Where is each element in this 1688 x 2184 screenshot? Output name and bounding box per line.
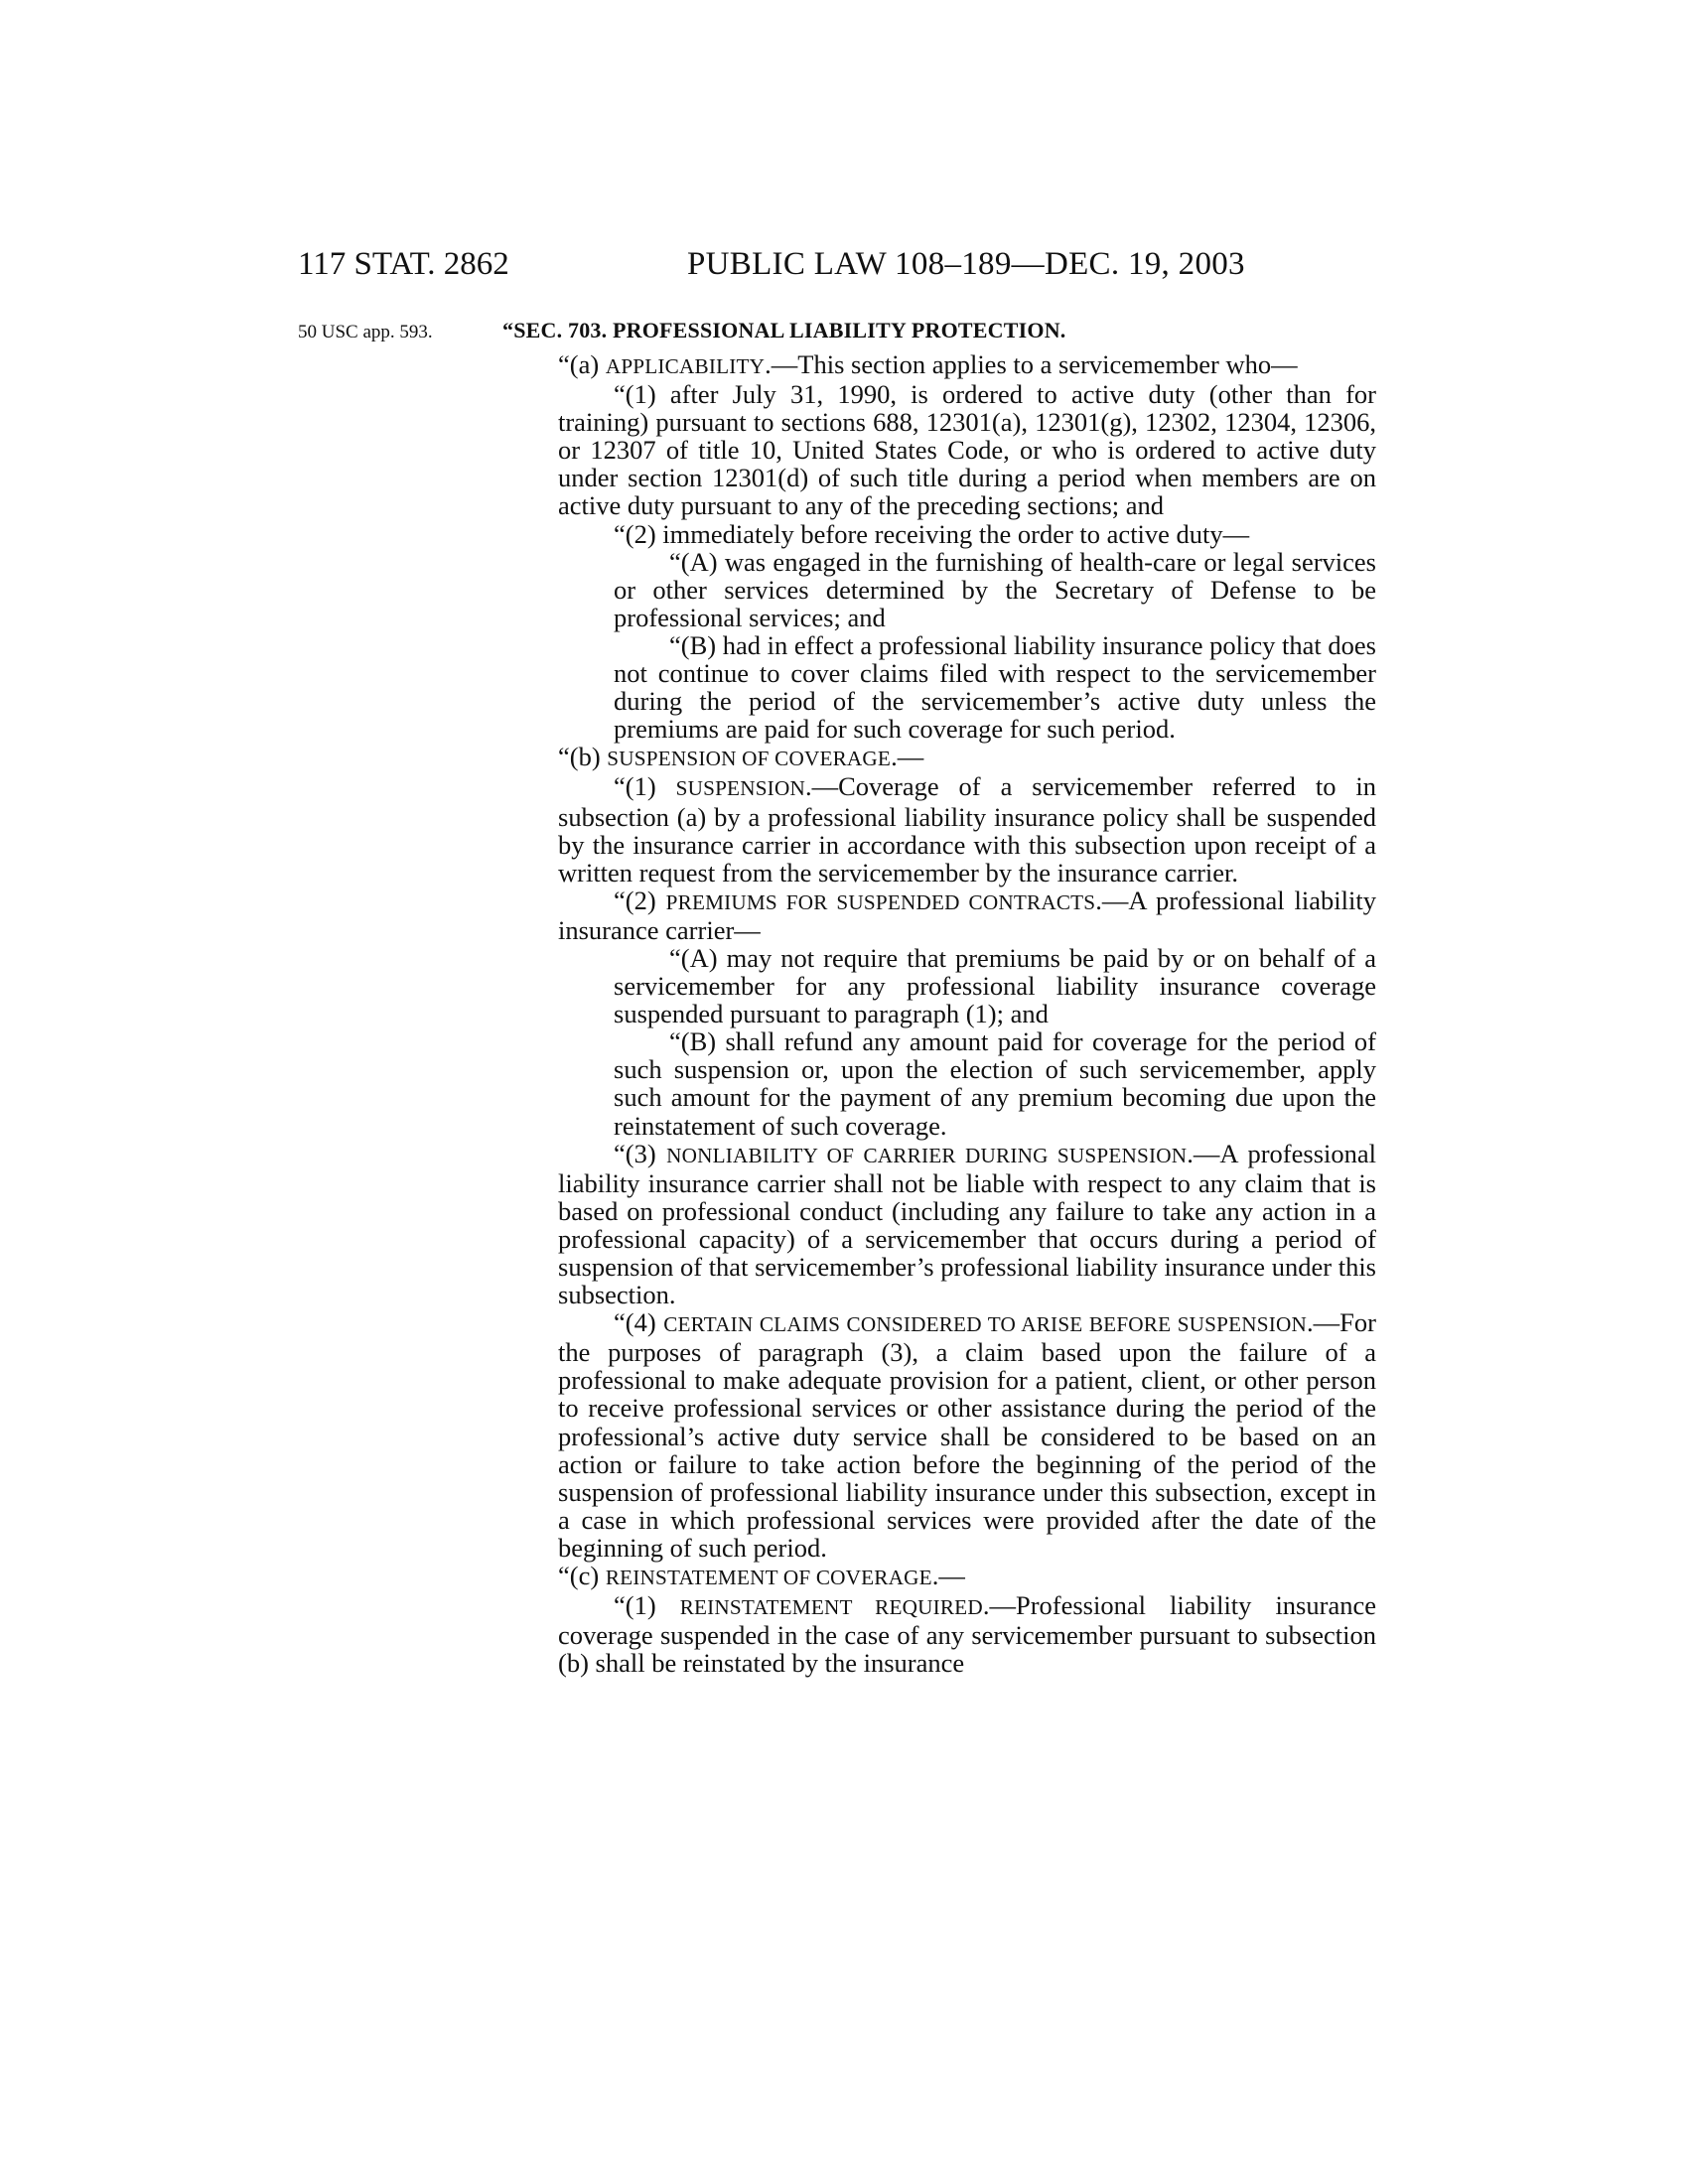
subparagraph-b-2-B: “(B) shall refund any amount paid for coverage for the period of such suspension or, upon the election of such servicemember, apply such amount for the payment of any premium becoming due upon the reinstatement of such coverage. xyxy=(614,1026,1377,1141)
subsection-a: “(a) APPLICABILITY.—This section applies to a servicemember who— xyxy=(558,349,1298,379)
public-law-citation: PUBLIC LAW 108–189—DEC. 19, 2003 xyxy=(687,246,1245,282)
section-heading: “SEC. 703. PROFESSIONAL LIABILITY PROTECTION. xyxy=(502,318,1066,342)
margin-note-usc: 50 USC app. 593. xyxy=(298,322,433,342)
section-body xyxy=(502,350,1376,1677)
paragraph-c-1: “(1) REINSTATEMENT REQUIRED.—Professional liability insurance coverage suspended in the case of any servicemember pursuant to subsection (b) shall be reinstated by the insurance xyxy=(558,1590,1376,1679)
subsection-c: “(c) REINSTATEMENT OF COVERAGE.— xyxy=(558,1561,965,1591)
subparagraph-a-2-B: “(B) had in effect a professional liability insurance policy that does not continue to cover claims filed with respect to the servicemember during the period of the servicemember’s active duty unless the premiums are paid for such coverage for such period. xyxy=(614,629,1376,745)
paragraph-b-2: “(2) PREMIUMS FOR SUSPENDED CONTRACTS.—A professional liability insurance carrier— xyxy=(558,885,1376,945)
paragraph-a-1: “(1) after July 31, 1990, is ordered to active duty (other than for training) pursuant to sections 688, 12301(a), 12301(g), 12302, 12304, 12306, or 12307 of title 10, United States Code, or who is ordered to active duty under section 12301(d) of such title during a period when members are on active duty pursuant to any of the preceding sections; and xyxy=(558,379,1376,521)
paragraph-b-4: “(4) CERTAIN CLAIMS CONSIDERED TO ARISE BEFORE SUSPENSION.—For the purposes of paragraph (3), a claim based upon the failure of a professional to make adequate provision for a patient, client, or other person to receive professional services or other assistance during the period of the professional’s active duty service shall be considered to be based on an action or failure to take action before the beginning of the period of the suspension of professional liability insurance under this subsection, except in a case in which professional services were provided after the date of the beginning of such period. xyxy=(558,1307,1376,1563)
stat-page-number: 117 STAT. 2862 xyxy=(298,246,509,282)
running-header xyxy=(298,246,1370,290)
paragraph-b-3: “(3) NONLIABILITY OF CARRIER DURING SUSPENSION.—A professional liability insurance carrier shall not be liable with respect to any claim that is based on professional conduct (including any failure to take any action in a professional capacity) of a servicemember that occurs during a period of suspension of that servicemember’s professional liability insurance under this subsection. xyxy=(558,1138,1376,1310)
subparagraph-b-2-A: “(A) may not require that premiums be paid by or on behalf of a servicemember for any professional liability insurance coverage suspended pursuant to paragraph (1); and xyxy=(614,942,1376,1029)
paragraph-b-1: “(1) SUSPENSION.—Coverage of a servicemember referred to in subsection (a) by a professional liability insurance policy shall be suspended by the insurance carrier in accordance with this subsection upon receipt of a written request from the servicemember by the insurance carrier. xyxy=(558,771,1376,887)
subsection-b: “(b) SUSPENSION OF COVERAGE.— xyxy=(558,742,924,772)
paragraph-a-2: “(2) immediately before receiving the order to active duty— xyxy=(614,518,1250,549)
subparagraph-a-2-A: “(A) was engaged in the furnishing of health-care or legal services or other services determined by the Secretary of Defense to be professional services; and xyxy=(614,546,1376,632)
